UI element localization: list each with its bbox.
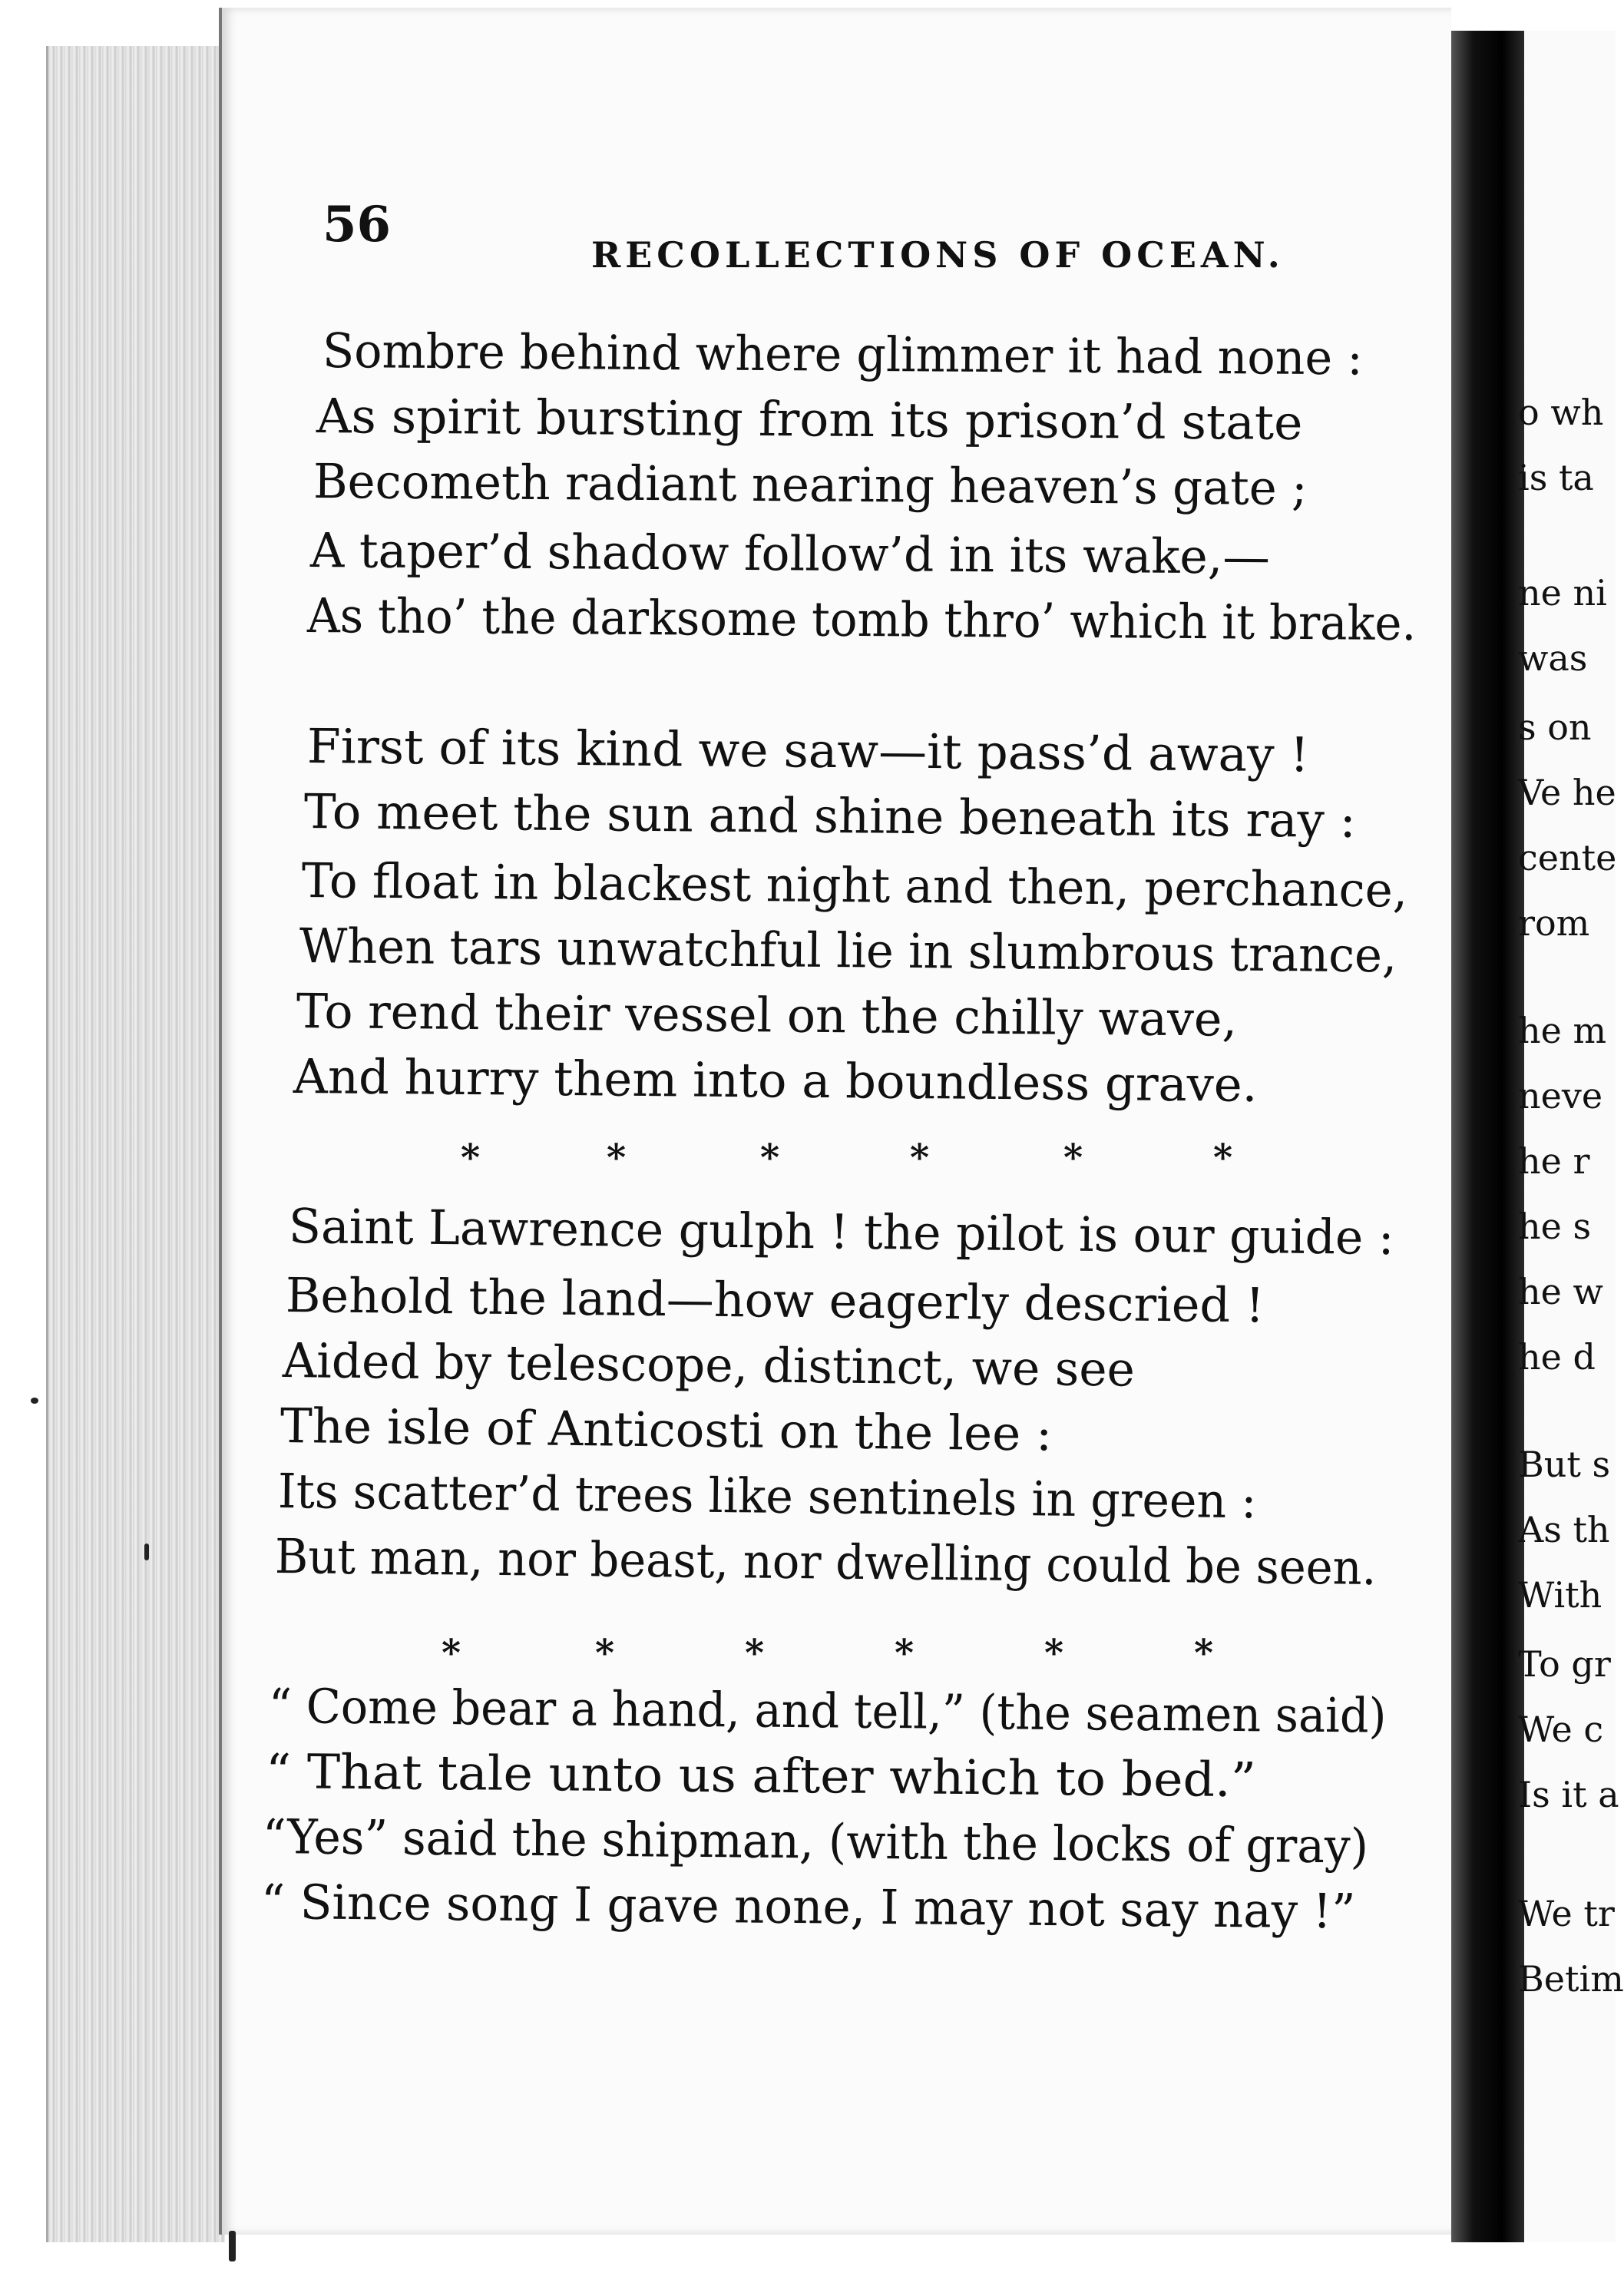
verse-line: First of its kind we saw—it pass’d away ! xyxy=(306,718,1310,783)
facing-page-text: was xyxy=(1518,637,1588,679)
verse-line: The isle of Anticosti on the lee : xyxy=(279,1398,1053,1462)
verse-line: “Yes” said the shipman, (with the locks of gray) xyxy=(262,1808,1369,1874)
verse-line: And hurry them into a boundless grave. xyxy=(293,1048,1258,1113)
page-number: 56 xyxy=(322,196,392,253)
running-head: RECOLLECTIONS OF OCEAN. xyxy=(591,234,1285,276)
verse-line: Behold the land—how eagerly descried ! xyxy=(285,1267,1265,1334)
asterisk: * xyxy=(895,1632,915,1675)
facing-page-text: Betim xyxy=(1518,1958,1624,2000)
facing-page-text: neve xyxy=(1518,1075,1603,1117)
verse-line: Becometh radiant nearing heaven’s gate ; xyxy=(313,453,1308,517)
verse-line: As tho’ the darksome tomb thro’ which it brake. xyxy=(306,587,1417,652)
facing-page-text: he w xyxy=(1518,1271,1603,1312)
asterisk: * xyxy=(745,1632,765,1675)
facing-page-text: ne ni xyxy=(1518,572,1607,614)
verse-line: But man, nor beast, nor dwelling could be seen. xyxy=(274,1528,1377,1596)
verse-line: When tars unwatchful lie in slumbrous trance, xyxy=(299,918,1397,984)
verse-line: Aided by telescope, distinct, we see xyxy=(282,1332,1136,1398)
facing-page-text: he d xyxy=(1518,1336,1596,1378)
facing-page-text: Ve he xyxy=(1518,772,1616,813)
facing-page-text: We tr xyxy=(1518,1893,1615,1934)
facing-page-text: As th xyxy=(1518,1509,1610,1550)
verse-line: To float in blackest night and then, perchance, xyxy=(301,852,1408,918)
facing-page xyxy=(1518,31,1624,2242)
verse-line: Sombre behind where glimmer it had none : xyxy=(322,323,1363,386)
verse-line: Saint Lawrence gulph ! the pilot is our guide : xyxy=(288,1198,1394,1266)
facing-page-text: is ta xyxy=(1518,457,1594,498)
facing-page-text: But s xyxy=(1518,1444,1611,1485)
asterisk: * xyxy=(595,1632,615,1675)
verse-line: Its scatter’d trees like sentinels in green : xyxy=(277,1463,1257,1530)
asterisk: * xyxy=(1063,1136,1083,1180)
facing-page-text: he r xyxy=(1518,1140,1590,1182)
verse-line: “ Since song I gave none, I may not say nay !” xyxy=(260,1874,1356,1940)
asterisk: * xyxy=(461,1136,481,1180)
ink-speck xyxy=(144,1543,149,1560)
asterisk: * xyxy=(1213,1136,1233,1180)
facing-page-text: To gr xyxy=(1518,1643,1611,1685)
verse-line: To rend their vessel on the chilly wave, xyxy=(296,983,1238,1047)
facing-page-text: rom xyxy=(1518,902,1590,944)
facing-page-text: he m xyxy=(1518,1010,1607,1051)
asterisk: * xyxy=(1044,1632,1064,1675)
book-binding xyxy=(1451,31,1524,2242)
page-edge-stack xyxy=(46,46,225,2242)
verse-line: A taper’d shadow follow’d in its wake,— xyxy=(309,522,1271,585)
asterisk: * xyxy=(1194,1632,1214,1675)
facing-page-text: o wh xyxy=(1518,392,1604,433)
verse-line: To meet the sun and shine beneath its ray : xyxy=(303,783,1357,849)
asterisk: * xyxy=(442,1632,461,1675)
verse-line: “ That tale unto us after which to bed.” xyxy=(265,1743,1257,1808)
ink-speck xyxy=(229,2231,236,2261)
facing-page-text: We c xyxy=(1518,1709,1604,1750)
asterisk: * xyxy=(760,1136,780,1180)
ink-speck xyxy=(31,1398,38,1404)
facing-page-text: s on xyxy=(1518,706,1592,748)
verse-line: “ Come bear a hand, and tell,” (the seamen said) xyxy=(268,1678,1387,1744)
asterisk: * xyxy=(607,1136,627,1180)
asterisk: * xyxy=(910,1136,930,1180)
margin-top xyxy=(1451,0,1616,31)
facing-page-text: he s xyxy=(1518,1206,1592,1247)
facing-page-text: Is it a xyxy=(1518,1774,1619,1815)
facing-page-text: With xyxy=(1518,1574,1603,1616)
facing-page-text: cente xyxy=(1518,837,1617,878)
verse-line: As spirit bursting from its prison’d state xyxy=(316,388,1303,451)
